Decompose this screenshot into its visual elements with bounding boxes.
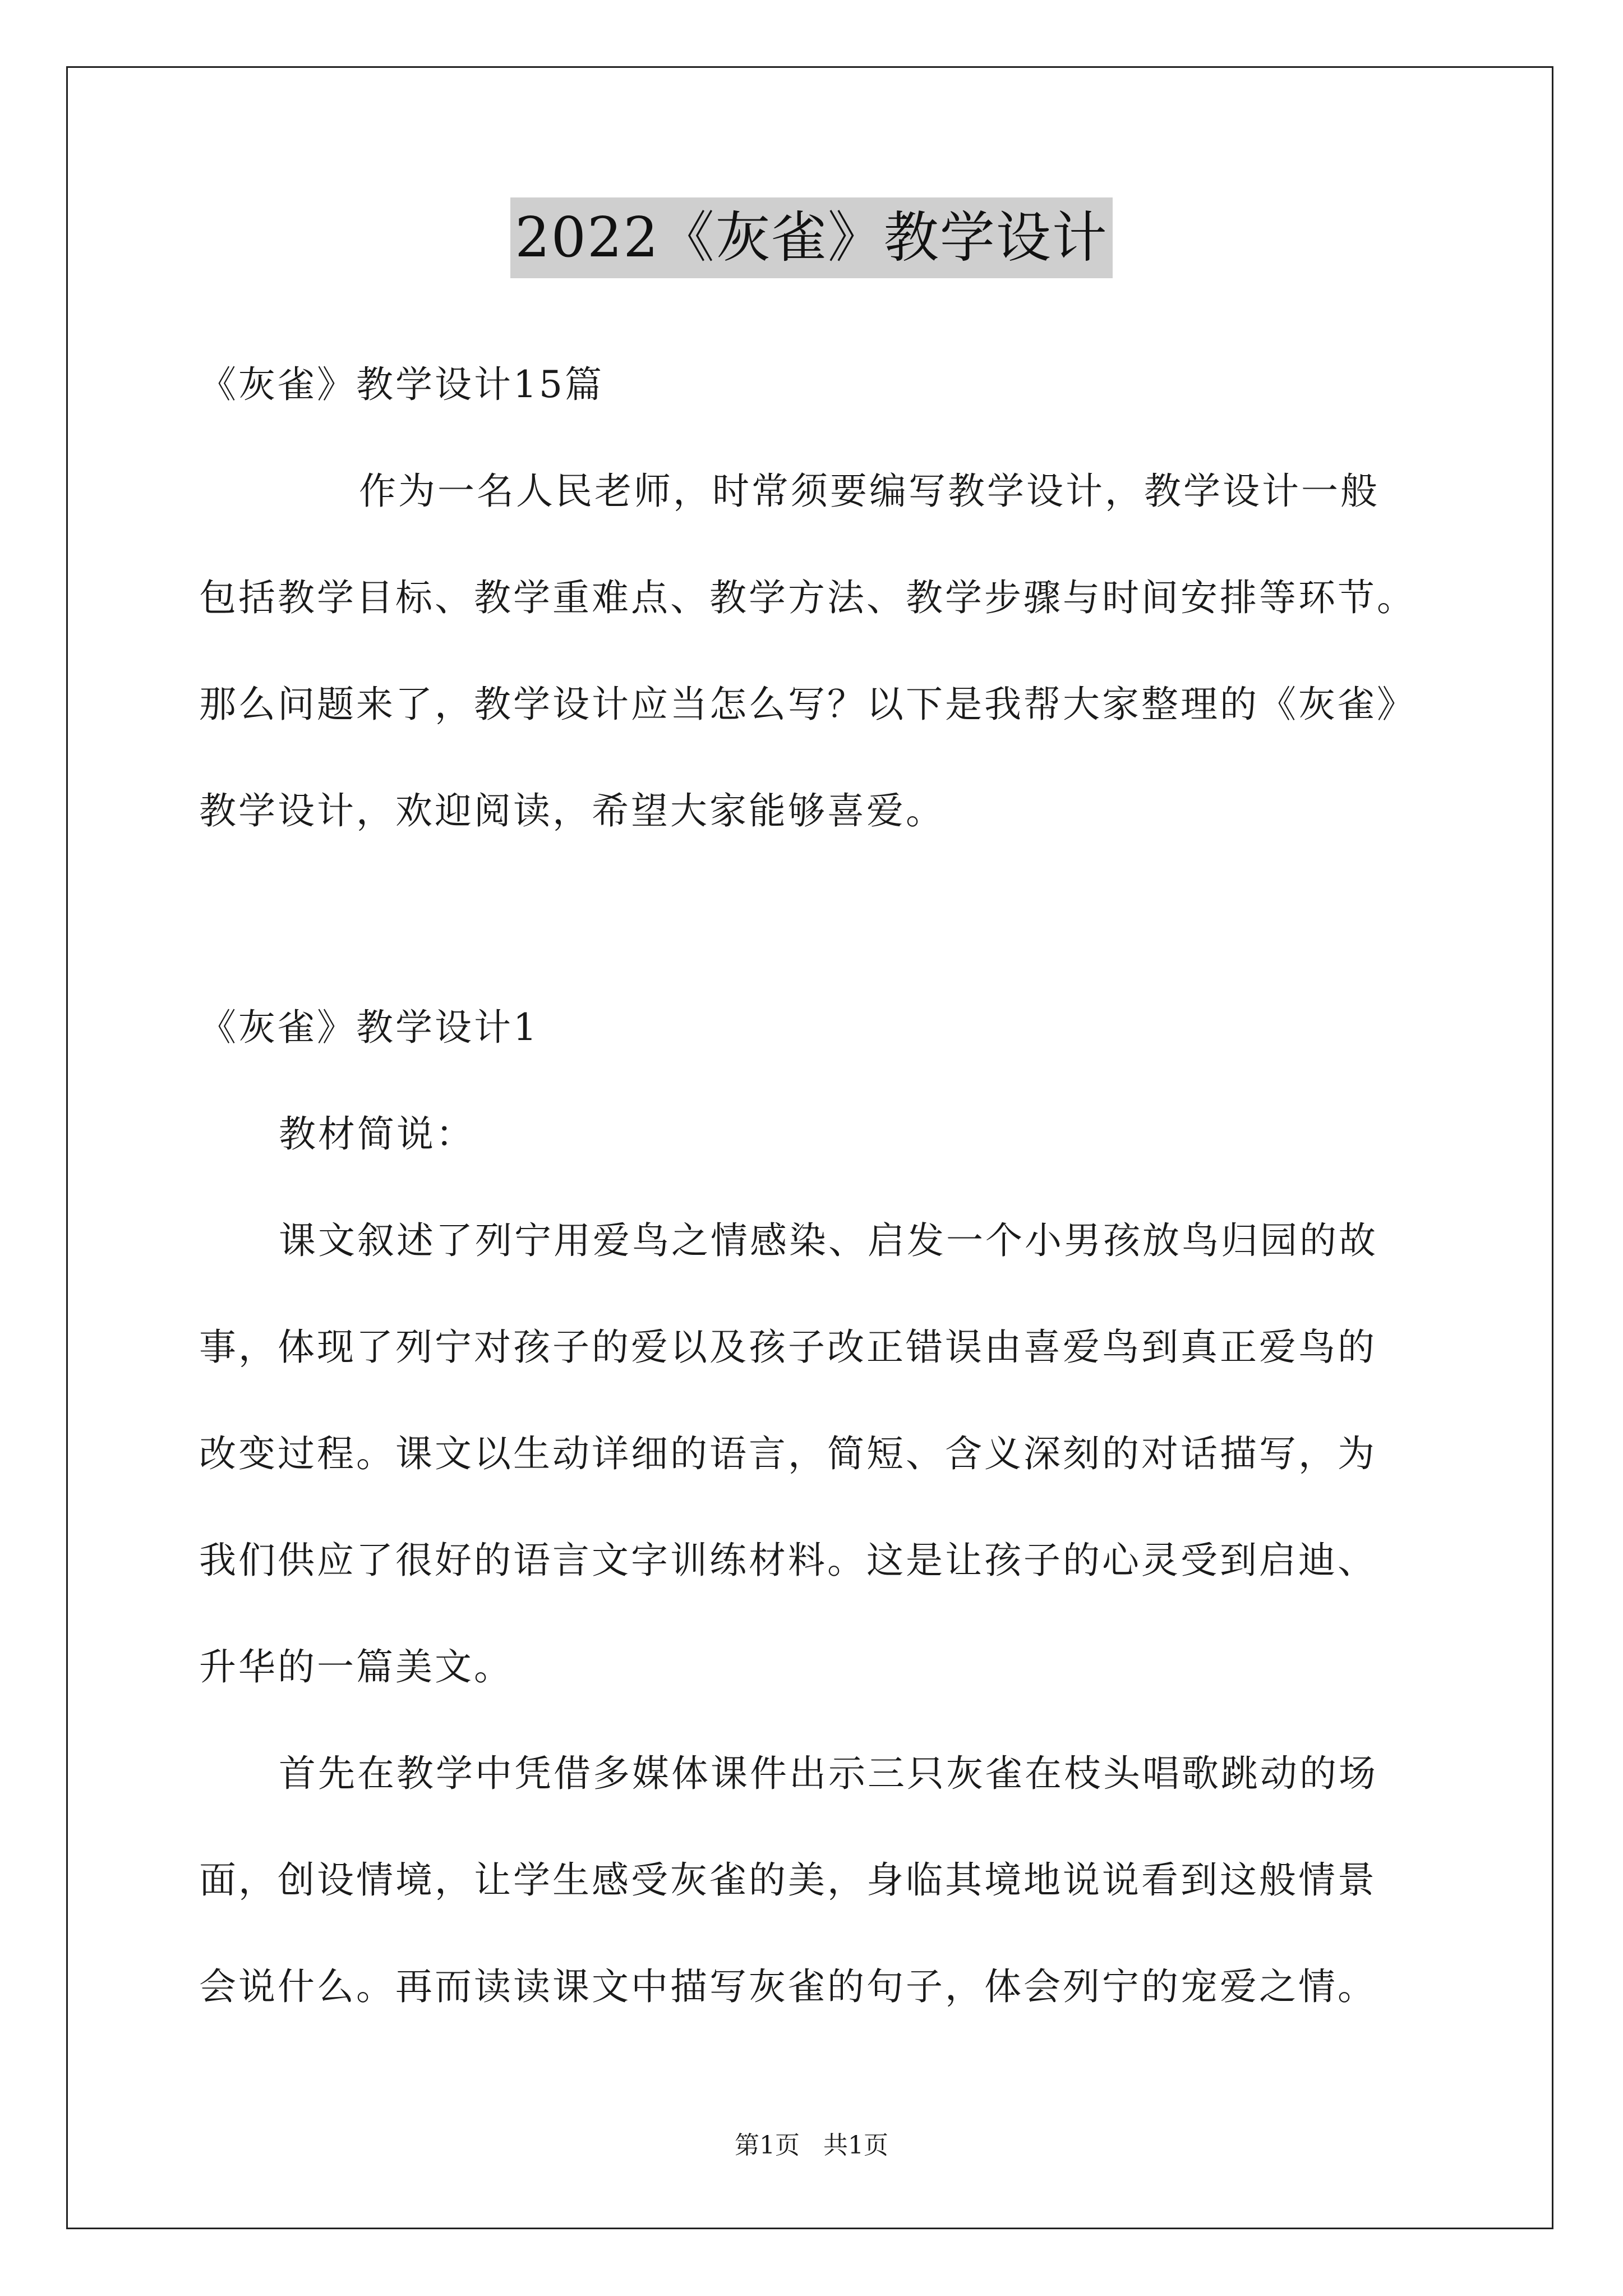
title-container: [0, 197, 1623, 278]
page-number: 第1页: [735, 2131, 800, 2160]
subtitle-line: 《灰雀》教学设计15篇: [199, 363, 604, 406]
page-total: 共1页: [823, 2131, 888, 2160]
paragraph-line: 会说什么。再而读读课文中描写灰雀的句子，体会列宁的宠爱之情。: [199, 1965, 1377, 2008]
paragraph-line: 教学设计，欢迎阅读，希望大家能够喜爱。: [199, 789, 945, 832]
paragraph-line: 面，创设情境，让学生感受灰雀的美，身临其境地说说看到这般情景: [199, 1858, 1377, 1902]
paragraph-line: 事，体现了列宁对孩子的爱以及孩子改正错误由喜爱鸟到真正爱鸟的: [199, 1326, 1377, 1369]
paragraph-line: 首先在教学中凭借多媒体课件出示三只灰雀在枝头唱歌跳动的场: [279, 1752, 1378, 1795]
paragraph-line: 作为一名人民老师，时常须要编写教学设计，教学设计一般: [359, 470, 1380, 513]
paragraph-line: 教材简说：: [279, 1112, 475, 1156]
paragraph-line: 改变过程。课文以生动详细的语言，简短、含义深刻的对话描写，为: [199, 1432, 1377, 1475]
paragraph-line: 课文叙述了列宁用爱鸟之情感染、启发一个小男孩放鸟归园的故: [279, 1219, 1378, 1262]
document-title: 2022《灰雀》教学设计: [510, 197, 1112, 278]
paragraph-line: 我们供应了很好的语言文字训练材料。这是让孩子的心灵受到启迪、: [199, 1539, 1377, 1582]
section-heading: 《灰雀》教学设计1: [199, 1006, 539, 1049]
page-footer: [0, 2125, 1623, 2161]
paragraph-line: 升华的一篇美文。: [199, 1645, 513, 1688]
paragraph-line: 包括教学目标、教学重难点、教学方法、教学步骤与时间安排等环节。: [199, 576, 1416, 619]
paragraph-line: 那么问题来了，教学设计应当怎么写？以下是我帮大家整理的《灰雀》: [199, 683, 1416, 726]
